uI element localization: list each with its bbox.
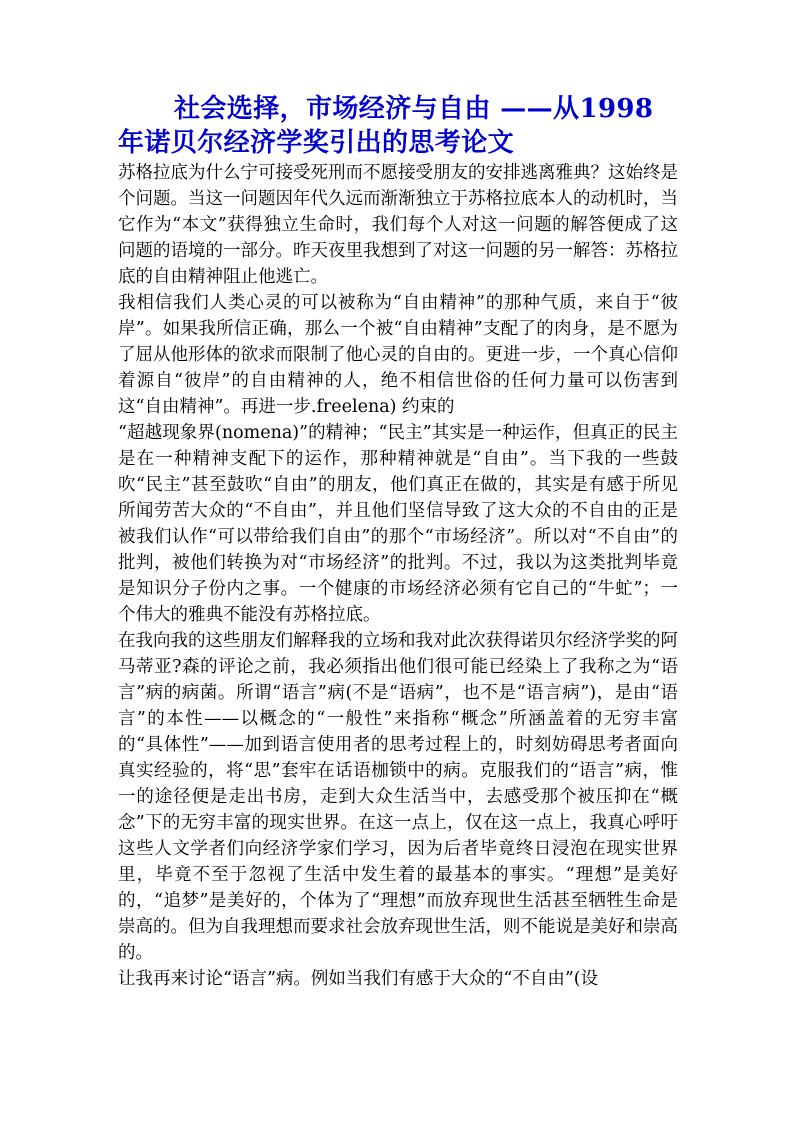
paragraph-3: “超越现象界(nomena)”的精神；“民主”其实是一种运作，但真正的民主是在一种精神支配下的运作，那种精神就是“自由”。当下我的一些鼓吹“民主”甚至鼓吹“自由”的朋友，他们真正在做的，其实是有感于所见所闻劳苦大众的“不自由”，并且他们坚信导致了这大众的不自由的正是被我们认作“可以带给我们自由”的那个“市场经济”。所以对“不自由”的批判，被他们转换为对“市场经济”的批判。不过，我以为这类批判毕竟是知识分子份内之事。一个健康的市场经济必须有它自己的“牛虻”；一个伟大的雅典不能没有苏格拉底。	[118, 423, 678, 625]
paragraph-1: 苏格拉底为什么宁可接受死刑而不愿接受朋友的安排逃离雅典？这始终是个问题。当这一问题因年代久远而渐渐独立于苏格拉底本人的动机时，当它作为“本文”获得独立生命时，我们每个人对这一问题的解答便成了这问题的语境的一部分。昨天夜里我想到了对这一问题的另一解答：苏格拉底的自由精神阻止他逃亡。	[118, 163, 678, 287]
document-body	[118, 160, 678, 992]
document-title: 社会选择，市场经济与自由 ——从1998年诺贝尔经济学奖引出的思考论文	[118, 94, 654, 158]
paragraph-2: 我相信我们人类心灵的可以被称为“自由精神”的那种气质，来自于“彼岸”。如果我所信正确，那么一个被“自由精神”支配了的肉身，是不愿为了屈从他形体的欲求而限制了他心灵的自由的。更进一步，一个真心信仰着源自“彼岸”的自由精神的人，绝不相信世俗的任何力量可以伤害到这“自由精神”。再进一步.freelena) 约束的	[118, 293, 678, 417]
paragraph-4: 在我向我的这些朋友们解释我的立场和我对此次获得诺贝尔经济学奖的阿马蒂亚?森的评论之前，我必须指出他们很可能已经染上了我称之为“语言”病的病菌。所谓“语言”病(不是“语病”，也不是“语言病”)，是由“语言”的本性——以概念的“一般性”来指称“概念”所涵盖着的无穷丰富的“具体性”——加到语言使用者的思考过程上的，时刻妨碍思考者面向真实经验的，将“思”套牢在话语枷锁中的病。克服我们的“语言”病，惟一的途径便是走出书房，走到大众生活当中，去感受那个被压抑在“概念”下的无穷丰富的现实世界。在这一点上，仅在这一点上，我真心呼吁这些人文学者们向经济学家们学习，因为后者毕竟终日浸泡在现实世界里，毕竟不至于忽视了生活中发生着的最基本的事实。“理想”是美好的，“追梦”是美好的，个体为了“理想”而放弃现世生活甚至牺牲生命是崇高的。但为自我理想而要求社会放弃现世生活，则不能说是美好和崇高的。	[118, 631, 678, 963]
paragraph-5: 让我再来讨论“语言”病。例如当我们有感于大众的“不自由”(设	[118, 969, 599, 989]
document-page	[118, 92, 678, 992]
